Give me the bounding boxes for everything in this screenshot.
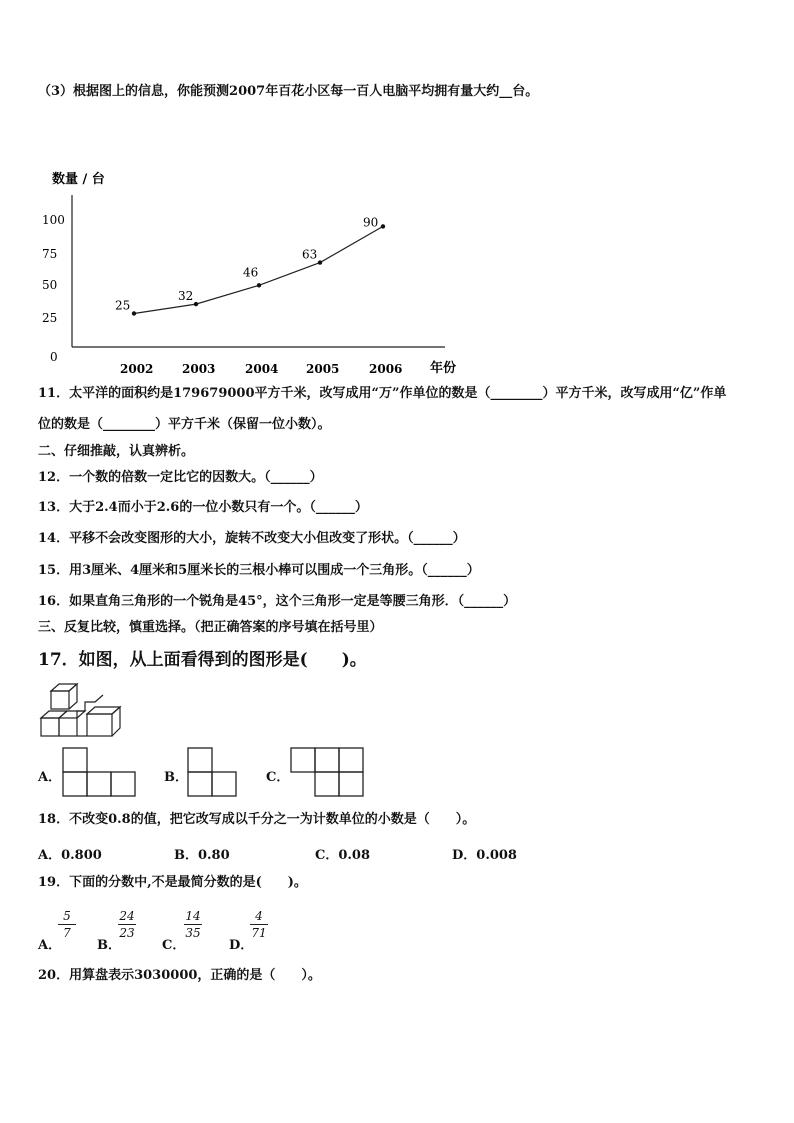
chart-ylabel: 数量 / 台: [52, 172, 105, 187]
option-a-figure[interactable]: [62, 747, 138, 797]
fraction-d: [248, 909, 270, 940]
x-tick-label: 2004: [245, 362, 279, 376]
option-c-label: C．: [266, 770, 290, 785]
fraction-c: [182, 909, 204, 940]
cube-figure: [38, 683, 128, 743]
y-tick-label: 25: [42, 311, 58, 325]
line-chart: [30, 165, 470, 380]
question-10-part-3: （3）根据图上的信息，你能预测2007年百花小区每一百人电脑平均拥有量大约__台。: [38, 84, 539, 99]
question-11-cont: 位的数是（________）平方千米（保留一位小数）。: [38, 417, 331, 432]
option-b-label: B．: [164, 770, 188, 785]
x-tick-label: 2003: [182, 362, 216, 376]
question-13: 13．大于2.4而小于2.6的一位小数只有一个。（______）: [38, 500, 368, 515]
option-c[interactable]: C．0.08: [315, 848, 371, 863]
x-tick-label: 2002: [120, 362, 154, 376]
option-b-figure[interactable]: [187, 747, 239, 797]
question-14: 14．平移不会改变图形的大小，旋转不改变大小但改变了形状。（______）: [38, 531, 466, 546]
denominator: 7: [63, 926, 71, 940]
question-19: 19．下面的分数中,不是最简分数的是( )。: [38, 875, 307, 890]
data-point: [132, 311, 136, 315]
data-point: [194, 302, 198, 306]
y-tick-label: 50: [42, 278, 58, 292]
data-label: 46: [243, 265, 259, 280]
option-c-figure[interactable]: [290, 747, 366, 797]
data-label: 32: [178, 289, 194, 304]
option-c-label[interactable]: C．: [162, 938, 186, 953]
data-point: [318, 260, 322, 264]
section-2-title: 二、仔细推敲，认真辨析。: [38, 444, 195, 459]
x-tick-label: 2005: [306, 362, 340, 376]
numerator: 24: [119, 909, 135, 923]
denominator: 35: [185, 926, 201, 940]
series-line: [134, 226, 383, 313]
numerator: 4: [255, 909, 263, 923]
question-20: 20．用算盘表示3030000，正确的是（ ）。: [38, 968, 321, 983]
data-label: 63: [302, 247, 318, 262]
option-b-label[interactable]: B．: [97, 938, 121, 953]
y-tick-label: 75: [42, 247, 58, 261]
section-3-title: 三、反复比较，慎重选择。（把正确答案的序号填在括号里）: [38, 620, 383, 635]
option-a-label[interactable]: A．: [38, 938, 62, 953]
fraction-b: [116, 909, 138, 940]
question-15: 15．用3厘米、4厘米和5厘米长的三根小棒可以围成一个三角形。（______）: [38, 563, 480, 578]
numerator: 14: [185, 909, 201, 923]
option-b[interactable]: B．0.80: [174, 848, 230, 863]
numerator: 5: [63, 909, 71, 923]
x-tick-label: 2006: [369, 362, 403, 376]
question-12: 12．一个数的倍数一定比它的因数大。（______）: [38, 470, 323, 485]
option-a[interactable]: A．0.800: [38, 848, 102, 863]
y-tick-label: 0: [50, 350, 58, 364]
question-11: 11．太平洋的面积约是179679000平方千米，改写成用“万”作单位的数是（________）平方千米，改写成用“亿”作单: [38, 386, 727, 401]
data-point: [257, 283, 261, 287]
y-tick-label: 100: [42, 213, 65, 227]
option-a-label: A．: [38, 770, 62, 785]
fraction-a: [56, 909, 78, 940]
question-17: 17．如图，从上面看得到的图形是( )。: [38, 650, 367, 670]
data-label: 25: [115, 298, 131, 313]
question-18: 18．不改变0.8的值，把它改写成以千分之一为计数单位的小数是（ ）。: [38, 812, 476, 827]
data-point: [381, 224, 385, 228]
data-label: 90: [363, 215, 379, 230]
denominator: 23: [119, 926, 135, 940]
question-16: 16．如果直角三角形的一个锐角是45°，这个三角形一定是等腰三角形．（______）: [38, 594, 517, 609]
option-d[interactable]: D．0.008: [452, 848, 517, 863]
option-d-label[interactable]: D．: [229, 938, 254, 953]
denominator: 71: [251, 926, 267, 940]
chart-xlabel: 年份: [430, 361, 457, 376]
